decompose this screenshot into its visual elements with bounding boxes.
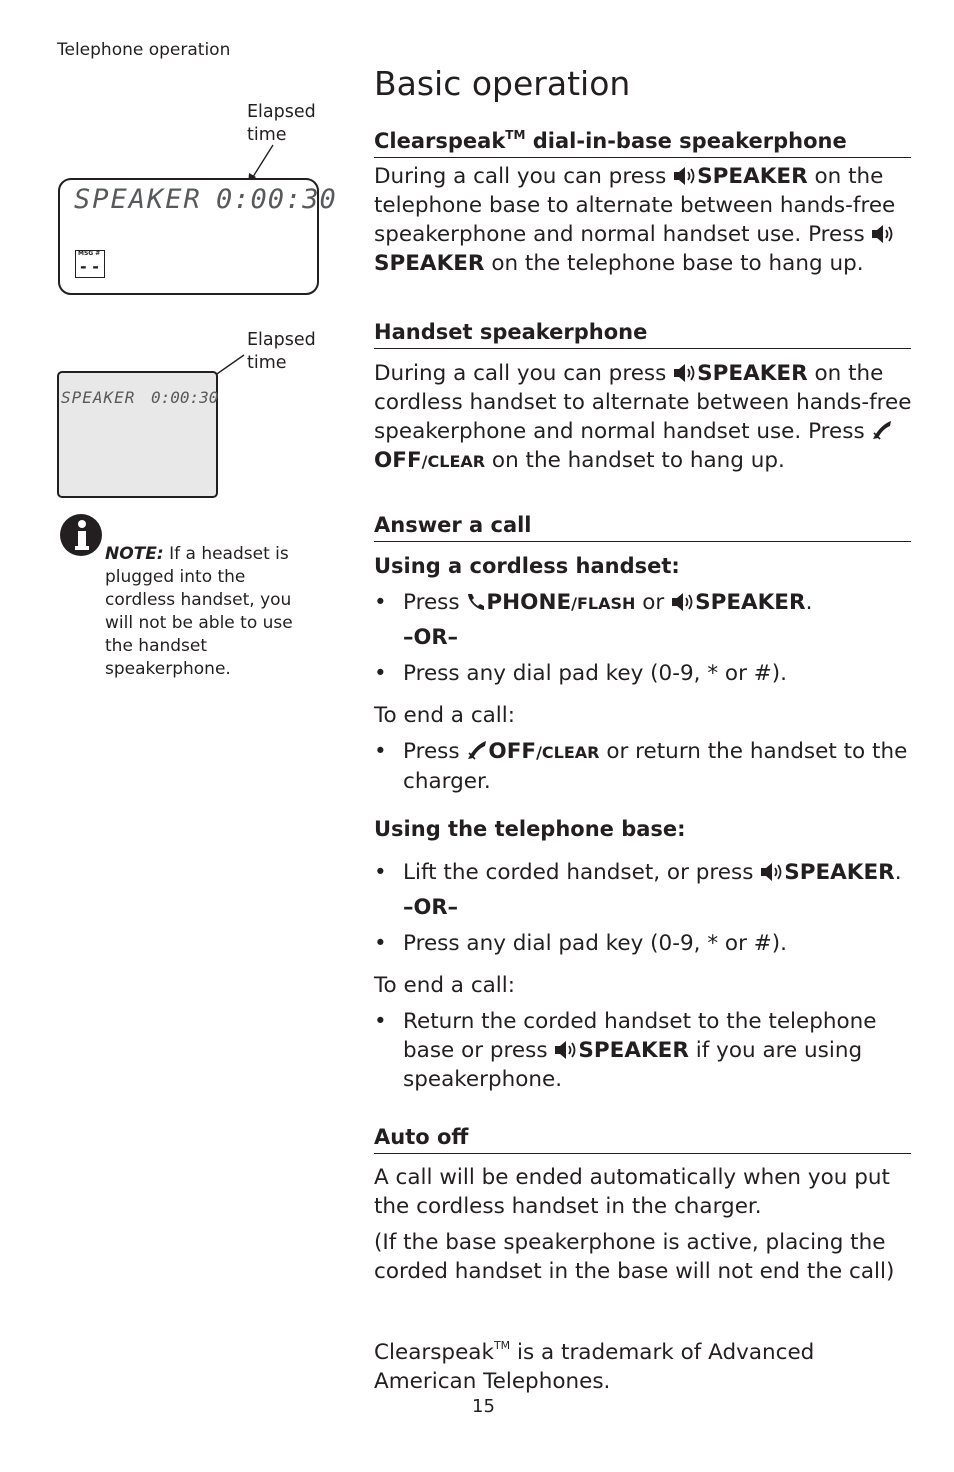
text-run: . — [894, 860, 902, 885]
speaker-icon — [671, 592, 695, 612]
or-separator: –OR– — [403, 895, 459, 919]
base-lcd-display — [58, 178, 337, 295]
callout-line-2: time — [247, 353, 287, 373]
info-icon — [59, 513, 103, 557]
text-run: on the handset to hang up. — [485, 448, 785, 473]
text-run: Clearspeak — [374, 1340, 494, 1365]
end-call-label: To end a call: — [374, 703, 515, 728]
text-run: or — [635, 590, 672, 615]
trademark-note — [374, 1331, 914, 1396]
msg-counter-value: - - — [80, 257, 99, 276]
bullet-mark: • — [374, 590, 387, 615]
text-run: Lift the corded handset, or press — [403, 860, 761, 885]
text-run: . — [805, 590, 813, 615]
section-heading-handset: Handset speakerphone — [374, 319, 911, 349]
phone-icon — [466, 592, 486, 612]
off-phone-icon — [466, 739, 488, 761]
list-item-text: Press any dial pad key (0-9, * or #). — [403, 661, 787, 686]
or-separator: –OR– — [403, 625, 459, 649]
text-run: if you are using speakerphone. — [403, 1038, 863, 1092]
list-item — [374, 659, 914, 688]
bullet-mark: • — [374, 1009, 387, 1034]
text-run: During a call you can press — [374, 361, 674, 386]
text-run: Press — [403, 739, 467, 764]
section-heading-answer: Answer a call — [374, 512, 911, 542]
callout-line-1: Elapsed — [247, 102, 316, 122]
list-item-text: Press any dial pad key (0-9, * or #). — [403, 931, 787, 956]
list-item — [374, 1007, 914, 1094]
handset-lcd-mode: SPEAKER — [61, 388, 136, 407]
note-text: If a headset is plugged into the cordless handset, you will not be able to use the handset speakerphone. — [105, 544, 293, 679]
off-key-label: OFF — [374, 448, 422, 473]
speaker-key-label: SPEAKER — [697, 164, 808, 189]
text-run: on the telephone base to alternate between hands-free speakerphone and normal handset use. Press — [374, 164, 896, 247]
speaker-key-label: SPEAKER — [697, 361, 808, 386]
msg-counter-label: MSG # — [78, 250, 101, 257]
speaker-key-label: SPEAKER — [784, 860, 895, 885]
speaker-key-label: SPEAKER — [695, 590, 806, 615]
phone-key-label: PHONE — [486, 590, 572, 615]
clear-key-label: /CLEAR — [421, 452, 486, 471]
list-item — [374, 858, 914, 887]
handset-callout-label — [247, 329, 316, 375]
list-item-text — [403, 858, 915, 887]
flash-key-label: /FLASH — [571, 594, 636, 613]
text-run: During a call you can press — [374, 164, 674, 189]
list-item-text — [403, 588, 915, 618]
speaker-icon — [673, 363, 697, 383]
handset-paragraph — [374, 359, 914, 476]
page-number: 15 — [472, 1396, 495, 1417]
auto-off-paragraph: A call will be ended automatically when you put the cordless handset in the charger. — [374, 1165, 890, 1219]
headset-note — [105, 543, 320, 681]
trademark-mark: TM — [493, 1339, 511, 1352]
speaker-icon — [760, 862, 784, 882]
handset-lcd-timer: 0:00:30 — [151, 388, 219, 407]
note-label: NOTE: — [105, 544, 164, 564]
bullet-mark: • — [374, 931, 387, 956]
list-item-text — [403, 737, 915, 796]
callout-line-1: Elapsed — [247, 330, 316, 350]
text-run: on the cordless handset to alternate between hands-free speakerphone and normal handset use. Press — [374, 361, 912, 444]
list-item — [374, 929, 914, 958]
bullet-mark: • — [374, 860, 387, 885]
list-item — [374, 588, 914, 617]
list-item-text — [403, 1007, 915, 1094]
end-call-label: To end a call: — [374, 973, 515, 998]
msg-counter-box — [75, 250, 105, 278]
text-run: or return the handset to the charger. — [403, 739, 908, 794]
text-run: is a trademark of Advanced American Telephones. — [374, 1340, 815, 1394]
clearspeak-paragraph — [374, 162, 914, 278]
text-run: Press — [403, 590, 467, 615]
trademark-mark: TM — [505, 128, 526, 142]
speaker-key-label: SPEAKER — [578, 1038, 689, 1063]
off-phone-icon — [871, 419, 893, 441]
handset-lcd-display — [57, 371, 218, 498]
cordless-subheading: Using a cordless handset: — [374, 554, 680, 578]
section-heading-clearspeak — [374, 122, 911, 158]
speaker-icon — [673, 166, 697, 186]
speaker-icon — [554, 1040, 578, 1060]
heading-part: dial-in-base speakerphone — [525, 129, 847, 153]
auto-off-note: (If the base speakerphone is active, placing the corded handset in the base will not end the call) — [374, 1230, 895, 1284]
base-lcd-mode: SPEAKER — [74, 184, 202, 215]
speaker-icon — [871, 224, 895, 244]
text-run: on the telephone base to hang up. — [484, 251, 864, 276]
bullet-mark: • — [374, 739, 387, 764]
page-title: Basic operation — [374, 64, 631, 103]
text-run: Return the corded handset to the telephone base or press — [403, 1009, 877, 1063]
clear-key-label: /CLEAR — [536, 743, 600, 762]
callout-line-2: time — [247, 125, 287, 145]
section-heading-auto-off: Auto off — [374, 1124, 911, 1154]
running-header: Telephone operation — [57, 40, 231, 60]
heading-part: Clearspeak — [374, 129, 506, 153]
base-subheading: Using the telephone base: — [374, 817, 686, 841]
bullet-mark: • — [374, 661, 387, 686]
list-item — [374, 737, 914, 795]
speaker-key-label: SPEAKER — [374, 251, 485, 276]
off-key-label: OFF — [488, 739, 537, 764]
base-lcd-timer: 0:00:30 — [216, 184, 337, 215]
